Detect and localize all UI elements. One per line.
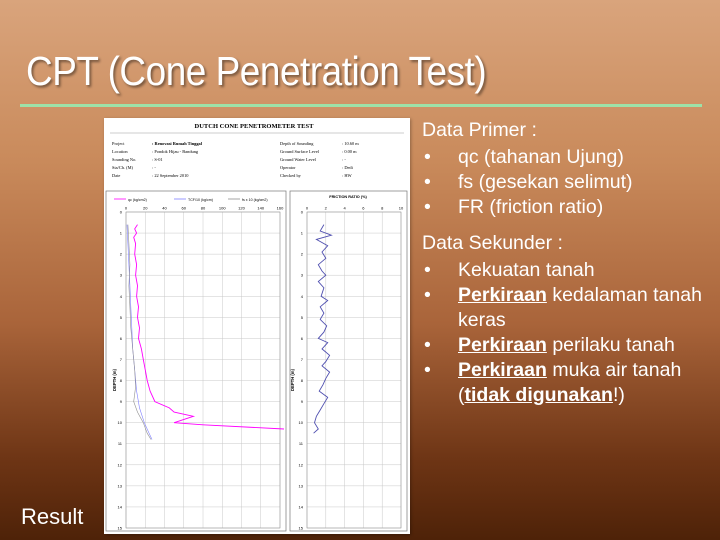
y-tick-label: 10 — [298, 420, 303, 426]
friction-ratio-chart — [290, 191, 407, 531]
y-tick-label: 14 — [298, 504, 303, 510]
list-item: • FR (friction ratio) — [424, 196, 604, 218]
fr-plot-area — [307, 212, 401, 528]
series-line — [134, 225, 284, 429]
field-value: : 22 September 2010 — [152, 173, 189, 178]
bullet-icon: • — [424, 146, 431, 168]
field-value: : 0.00 m — [342, 149, 357, 154]
legend-qc: qc (kg/cm2) — [128, 198, 147, 202]
y-tick-label: 4 — [119, 293, 122, 299]
y-tick-label: 5 — [300, 314, 303, 320]
bullet-icon: • — [424, 334, 431, 356]
primary-data-heading: Data Primer : — [422, 119, 537, 141]
y-tick-label: 5 — [119, 314, 122, 320]
fr-ylabel: DEPTH (m) — [290, 369, 295, 391]
x-tick-label: 10 — [398, 205, 404, 211]
field-label: Ground Water Level — [280, 157, 316, 162]
cpt-report-image — [104, 118, 410, 534]
y-tick-label: 3 — [119, 272, 122, 278]
list-item: • qc (tahanan Ujung) — [424, 146, 624, 168]
y-tick-label: 11 — [117, 441, 122, 447]
list-item: • Perkiraan kedalaman tanah keras — [424, 284, 702, 331]
list-item: • Kekuatan tanah — [424, 259, 595, 281]
field-value: : Renovasi Rumah Tinggal — [152, 141, 202, 146]
y-tick-label: 4 — [300, 293, 303, 299]
y-tick-label: 8 — [300, 378, 303, 384]
field-label: Ground Surface Level — [280, 149, 320, 154]
y-tick-label: 0 — [119, 209, 122, 215]
field-value: : - — [342, 157, 346, 162]
y-tick-label: 7 — [119, 356, 122, 362]
y-tick-label: 12 — [298, 462, 303, 468]
bullet-icon: • — [424, 359, 431, 381]
x-tick-label: 20 — [143, 205, 148, 211]
x-tick-label: 60 — [181, 205, 186, 211]
x-tick-label: 120 — [238, 205, 245, 211]
x-tick-label: 4 — [343, 205, 346, 211]
y-tick-label: 10 — [117, 420, 122, 426]
y-tick-label: 3 — [300, 272, 303, 278]
data-description-panel — [414, 118, 720, 419]
bullet-icon: • — [424, 171, 431, 193]
primary-data-list — [414, 145, 720, 220]
slide-title: CPT (Cone Penetration Test) — [26, 48, 487, 94]
list-item: • Perkiraan perilaku tanah — [424, 334, 675, 356]
field-label: Sta/Ch. (M) — [112, 165, 133, 170]
y-tick-label: 6 — [300, 335, 303, 341]
y-tick-label: 7 — [300, 356, 303, 362]
x-tick-label: 6 — [362, 205, 365, 211]
field-value: : Dedi — [342, 165, 353, 170]
y-tick-label: 9 — [119, 399, 122, 405]
x-tick-label: 100 — [218, 205, 226, 211]
field-value: : S-01 — [152, 157, 163, 162]
report-title: DUTCH CONE PENETROMETER TEST — [194, 123, 314, 130]
report-fields-right — [280, 141, 359, 178]
qc-ylabel: DEPTH (m) — [112, 369, 117, 391]
y-tick-label: 6 — [119, 335, 122, 341]
y-tick-label: 2 — [119, 251, 122, 257]
report-fields-left — [112, 141, 203, 178]
secondary-data-list — [414, 258, 720, 408]
x-tick-label: 80 — [200, 205, 206, 211]
field-label: Location — [112, 149, 128, 154]
field-label: Depth of Sounding — [280, 141, 314, 146]
bullet-icon: • — [424, 259, 431, 281]
y-tick-label: 13 — [298, 483, 303, 489]
qc-grid — [118, 206, 285, 531]
y-tick-label: 2 — [300, 251, 303, 257]
y-tick-label: 11 — [298, 441, 303, 447]
x-tick-label: 160 — [276, 205, 284, 211]
y-tick-label: 1 — [119, 230, 122, 236]
field-value: : - — [152, 165, 156, 170]
qc-legend — [114, 198, 268, 202]
bullet-icon: • — [424, 284, 431, 306]
result-label: Result — [21, 504, 84, 529]
field-label: Operator — [280, 165, 296, 170]
x-tick-label: 40 — [162, 205, 167, 211]
field-label: Sounding No. — [112, 157, 137, 162]
y-tick-label: 9 — [300, 399, 303, 405]
x-tick-label: 140 — [257, 205, 265, 211]
y-tick-label: 14 — [117, 504, 122, 510]
x-tick-label: 8 — [381, 205, 384, 211]
legend-fs: fs x 10 (kg/cm2) — [242, 198, 268, 202]
fr-chart-frame — [290, 191, 407, 531]
fr-chart-title: FRICTION RATIO (%) — [329, 195, 367, 199]
y-tick-label: 15 — [117, 525, 122, 531]
qc-chart — [106, 191, 286, 531]
title-divider — [20, 104, 702, 107]
legend-tcf: TCF/10 (kg/cm) — [188, 198, 213, 202]
field-label: Checked by — [280, 173, 301, 178]
field-label: Date — [112, 173, 121, 178]
qc-chart-frame — [106, 191, 286, 531]
x-tick-label: 0 — [124, 205, 128, 211]
y-tick-label: 1 — [300, 230, 303, 236]
field-value: : 10.60 m — [342, 141, 359, 146]
field-value: : Pondok Hijau - Bandung — [152, 149, 199, 154]
field-label: Project — [112, 141, 125, 146]
y-tick-label: 15 — [298, 525, 303, 531]
series-line — [314, 225, 332, 434]
y-tick-label: 8 — [119, 378, 122, 384]
y-tick-label: 0 — [300, 209, 303, 215]
field-value: : HW — [342, 173, 352, 178]
y-tick-label: 13 — [117, 483, 122, 489]
y-tick-label: 12 — [117, 462, 122, 468]
x-tick-label: 0 — [305, 205, 309, 211]
bullet-icon: • — [424, 196, 431, 218]
list-item: • Perkiraan muka air tanah (tidak digunakan!) — [424, 359, 682, 406]
x-tick-label: 2 — [324, 205, 327, 211]
list-item: • fs (gesekan selimut) — [424, 171, 633, 193]
secondary-data-heading: Data Sekunder : — [422, 232, 563, 254]
fr-grid — [299, 206, 404, 531]
